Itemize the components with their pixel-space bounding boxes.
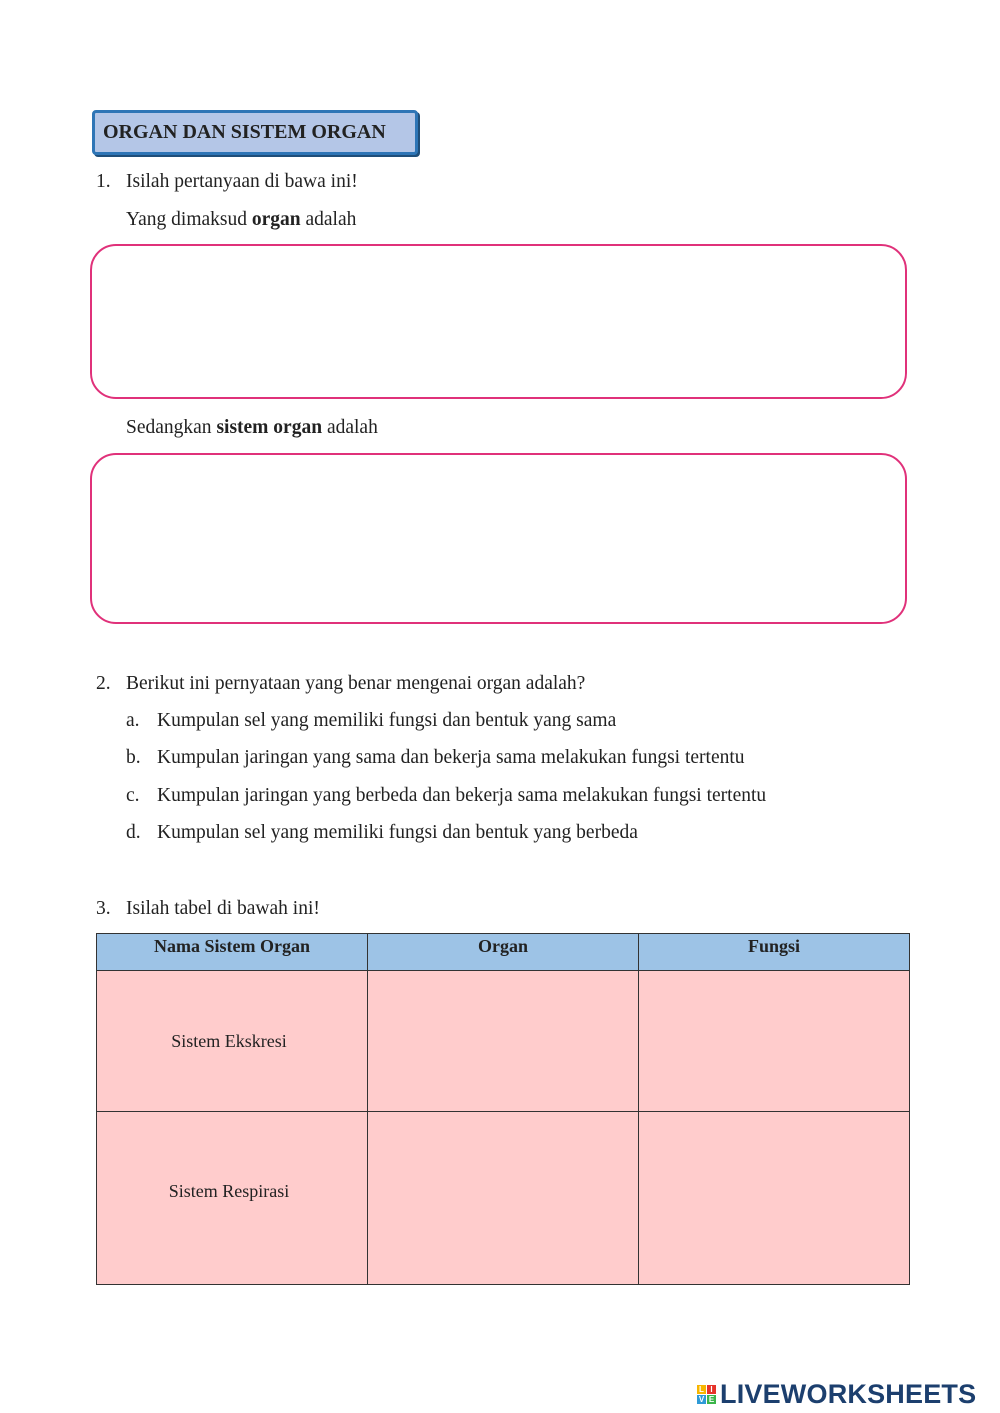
liveworksheets-logo[interactable]	[697, 1378, 976, 1410]
logo-mark-icon: L I V E	[698, 1384, 715, 1404]
option-d-text[interactable]: Kumpulan sel yang memiliki fungsi dan bentuk yang berbeda	[157, 822, 638, 843]
option-letter: c.	[126, 785, 140, 806]
option-b-text[interactable]: Kumpulan jaringan yang sama dan bekerja sama melakukan fungsi tertentu	[157, 747, 745, 768]
answer-box-organ[interactable]	[90, 244, 907, 399]
question-3-number: 3.	[96, 898, 111, 919]
option-b[interactable]	[126, 746, 141, 770]
option-letter: a.	[126, 710, 140, 731]
option-a-text[interactable]: Kumpulan sel yang memiliki fungsi dan bentuk yang sama	[157, 710, 617, 731]
logo-text: LIVEWORKSHEETS	[720, 1378, 977, 1409]
option-letter: b.	[126, 747, 141, 768]
table-row	[97, 1112, 910, 1285]
question-1-organ-prompt: Yang dimaksud organ adalah	[126, 209, 357, 230]
keyword-organ: organ	[251, 209, 301, 230]
cell-system-name: Sistem Respirasi	[97, 1112, 368, 1285]
question-1-number: 1.	[96, 171, 111, 192]
question-3-prompt: Isilah tabel di bawah ini!	[126, 898, 320, 919]
question-1-system-prompt: Sedangkan sistem organ adalah	[126, 417, 378, 438]
header-nama-sistem-organ: Nama Sistem Organ	[97, 934, 368, 971]
question-2-number: 2.	[96, 673, 111, 694]
keyword-sistem-organ: sistem organ	[216, 417, 323, 438]
option-c-text[interactable]: Kumpulan jaringan yang berbeda dan bekerja sama melakukan fungsi tertentu	[157, 785, 767, 806]
table-header-row	[97, 934, 910, 971]
table-row	[97, 971, 910, 1112]
option-a[interactable]	[126, 709, 140, 733]
option-letter: d.	[126, 822, 141, 843]
cell-fungsi-input[interactable]	[639, 971, 910, 1112]
answer-box-sistem-organ[interactable]	[90, 453, 907, 624]
cell-fungsi-input[interactable]	[639, 1112, 910, 1285]
option-d[interactable]	[126, 821, 141, 845]
organ-system-table	[96, 933, 910, 1285]
cell-organ-input[interactable]	[368, 1112, 639, 1285]
cell-organ-input[interactable]	[368, 971, 639, 1112]
cell-system-name: Sistem Ekskresi	[97, 971, 368, 1112]
question-2-prompt: Berikut ini pernyataan yang benar mengenai organ adalah?	[126, 673, 586, 694]
page-title: ORGAN DAN SISTEM ORGAN	[92, 110, 418, 155]
header-fungsi: Fungsi	[639, 934, 910, 971]
option-c[interactable]	[126, 784, 140, 808]
question-1-prompt: Isilah pertanyaan di bawa ini!	[126, 171, 358, 192]
header-organ: Organ	[368, 934, 639, 971]
